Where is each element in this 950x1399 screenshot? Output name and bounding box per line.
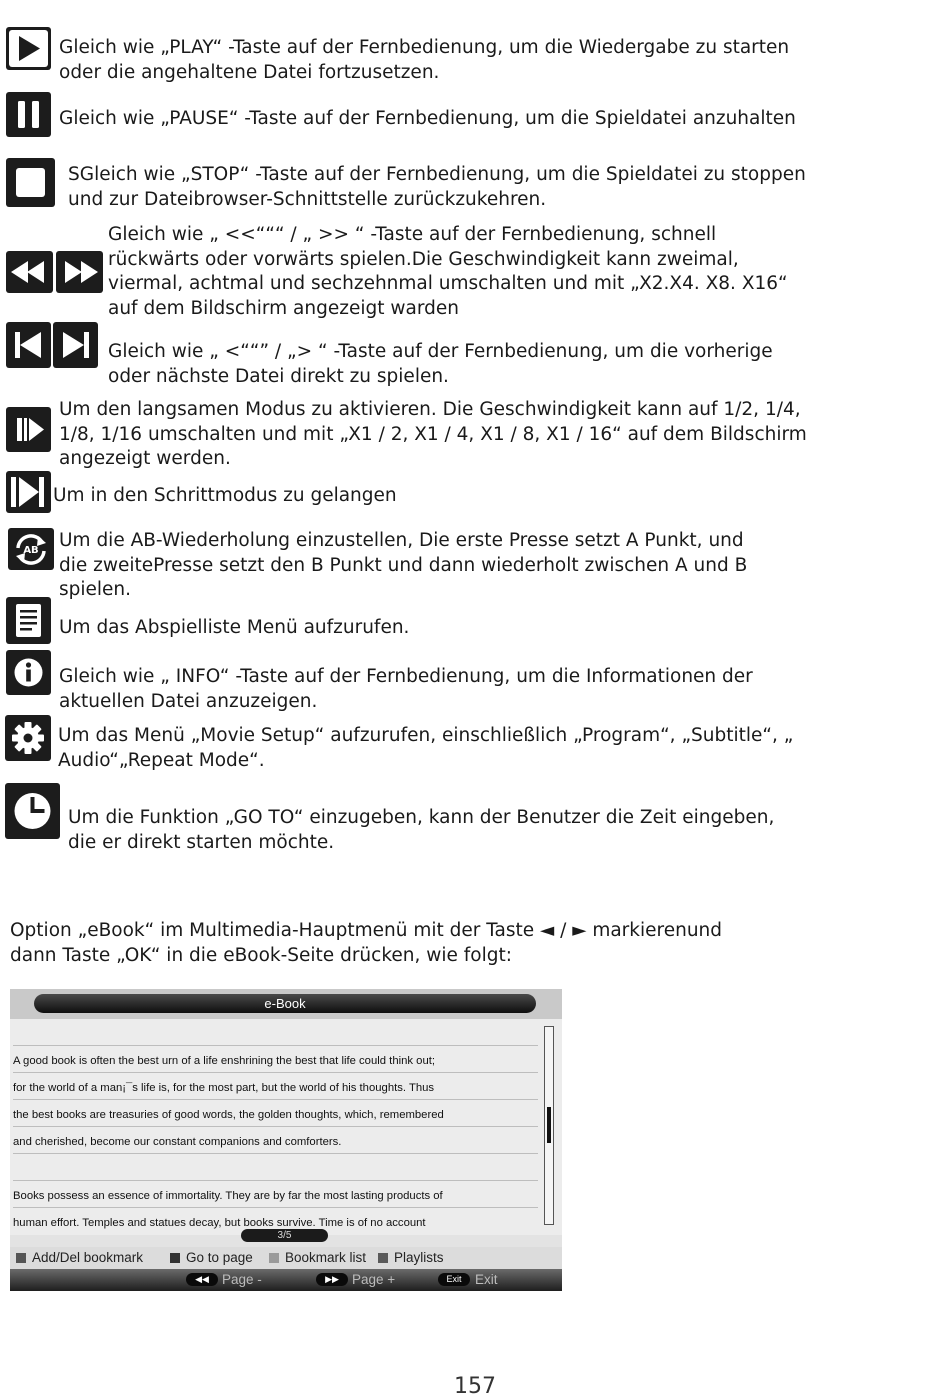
rewind-key-icon[interactable]: ◀◀ <box>186 1273 218 1286</box>
gear-icon <box>5 715 51 761</box>
ebook-text-line <box>13 1019 538 1046</box>
svg-text:AB: AB <box>23 545 39 556</box>
playlist-description: Um das Abspielliste Menü aufzurufen. <box>59 617 410 638</box>
ebook-text-line: human effort. Temples and statues decay, but books survive. Time is of no account <box>13 1217 426 1229</box>
legend-label: Add/Del bookmark <box>32 1250 144 1265</box>
page-plus-label: Page + <box>352 1272 396 1287</box>
ebook-key-hints <box>10 1269 562 1291</box>
bookmark-list-button[interactable] <box>269 1250 366 1265</box>
ebook-text-line: and cherished, become our constant companions and comforters. <box>13 1127 538 1154</box>
playlists-button[interactable] <box>378 1250 444 1265</box>
ebook-text-line: Books possess an essence of immortality. They are by far the most lasting products of <box>13 1181 538 1208</box>
fast-forward-key-icon[interactable]: ▶▶ <box>316 1273 348 1286</box>
exit-label: Exit <box>475 1272 498 1287</box>
legend-label: Playlists <box>394 1250 444 1265</box>
stop-icon <box>6 158 55 207</box>
slow-motion-icon <box>6 407 51 452</box>
playlist-icon <box>6 597 51 644</box>
ebook-scrollbar[interactable] <box>544 1026 554 1225</box>
add-del-bookmark-button[interactable] <box>16 1250 143 1265</box>
ebook-header <box>10 989 562 1019</box>
ebook-intro-paragraph: Option „eBook“ im Multimedia-Hauptmenü mit der Taste ◄ / ► markierenund dann Taste „OK“ in die eBook-Seite drücken, wie folgt: <box>10 920 723 966</box>
ebook-screen <box>10 989 562 1291</box>
ebook-color-legend <box>10 1247 562 1269</box>
clock-icon <box>5 783 60 839</box>
play-icon <box>6 27 51 70</box>
slow-motion-description: Um den langsamen Modus zu aktivieren. Die Geschwindigkeit kann auf 1/2, 1/4, 1/8, 1/16 umschalten und mit „X1 / 2, X1 / 4, X1 / 8, X1 / 16“ auf dem Bildschirm angezeigt werden. <box>59 399 807 469</box>
previous-next-description: Gleich wie „ <““” / „> “ -Taste auf der Fernbedienung, um die vorherige oder nächste Datei direkt zu spielen. <box>108 341 773 387</box>
ebook-text-line: the best books are treasuries of good words, the golden thoughts, which, remembered <box>13 1100 538 1127</box>
step-icon <box>6 471 51 513</box>
ebook-text-area <box>10 1019 562 1235</box>
fast-forward-icon <box>56 251 103 293</box>
goto-description: Um die Funktion „GO TO“ einzugeben, kann der Benutzer die Zeit eingeben, die er direkt starten möchte. <box>68 807 775 853</box>
rewind-fast-forward-description: Gleich wie „ <<“““ / „ >> “ -Taste auf der Fernbedienung, schnell rückwärts oder vorwärts spielen.Die Geschwindigkeit kann zweimal, viermal, achtmal und sechzehnmal umschalten und mit „X2.X4. X8. X16“ auf dem Bildschirm angezeigt warden <box>108 224 788 319</box>
info-icon <box>6 650 51 695</box>
previous-icon <box>6 322 51 368</box>
legend-label: Bookmark list <box>285 1250 367 1265</box>
ebook-text-line: for the world of a man¡¯s life is, for the most part, but the world of his thoughts. Thus <box>13 1073 538 1100</box>
rewind-icon <box>6 251 53 293</box>
ebook-text-line: A good book is often the best urn of a life enshrining the best that life could think out; <box>13 1046 538 1073</box>
ebook-text-line <box>13 1154 538 1181</box>
legend-label: Go to page <box>186 1250 253 1265</box>
page-number: 157 <box>454 1374 496 1399</box>
color-key-icon <box>378 1253 388 1263</box>
pause-description: Gleich wie „PAUSE“ -Taste auf der Fernbedienung, um die Spieldatei anzuhalten <box>59 108 796 129</box>
step-description: Um in den Schrittmodus zu gelangen <box>53 485 397 506</box>
page-minus-label: Page - <box>222 1272 262 1287</box>
play-description: Gleich wie „PLAY“ -Taste auf der Fernbedienung, um die Wiedergabe zu starten oder die angehaltene Datei fortzusetzen. <box>59 37 790 83</box>
color-key-icon <box>16 1253 26 1263</box>
movie-setup-description: Um das Menü „Movie Setup“ aufzurufen, einschließlich „Program“, „Subtitle“, „ Audio“„Repeat Mode“. <box>58 725 794 771</box>
ab-repeat-icon <box>8 528 54 570</box>
ebook-title: e-Book <box>34 994 536 1013</box>
stop-description: SGleich wie „STOP“ -Taste auf der Fernbedienung, um die Spieldatei zu stoppen und zur Dateibrowser-Schnittstelle zurückzukehren. <box>68 164 806 210</box>
info-description: Gleich wie „ INFO“ -Taste auf der Fernbedienung, um die Informationen der aktuellen Datei anzuzeigen. <box>59 666 753 712</box>
exit-key-icon[interactable]: Exit <box>438 1273 470 1286</box>
ebook-page-indicator: 3/5 <box>241 1229 328 1242</box>
ab-repeat-description: Um die AB-Wiederholung einzustellen, Die erste Presse setzt A Punkt, und die zweitePresse setzt den B Punkt und dann wiederholt zwischen A und B spielen. <box>59 530 748 600</box>
color-key-icon <box>269 1253 279 1263</box>
pause-icon <box>6 92 51 137</box>
ebook-scrollbar-thumb[interactable] <box>547 1107 551 1143</box>
color-key-icon <box>170 1253 180 1263</box>
next-icon <box>53 322 98 368</box>
go-to-page-button[interactable] <box>170 1250 253 1265</box>
